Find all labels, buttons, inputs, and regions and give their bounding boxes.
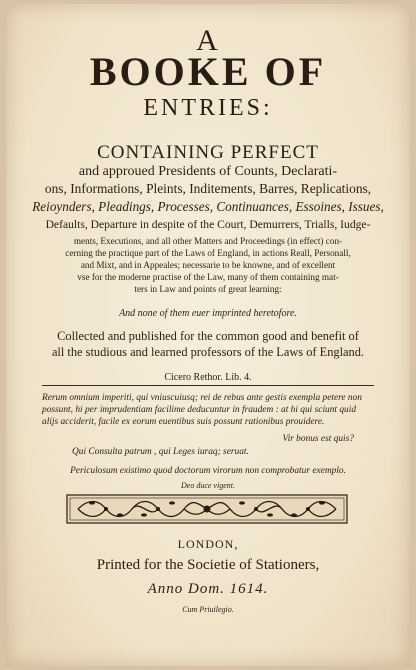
imprint-place: LONDON, [177, 537, 239, 551]
title-line-6: ons, Informations, Pleints, Inditements, Barres, Replications, [44, 181, 372, 196]
latin-quote-line-3: alijs acciderit, facile ex eorum euentibus suis possunt rationibus prouidere. [42, 417, 325, 427]
latin-quote-line-2: possunt, hi per imprudentiam facilime deducuntur in fraudem : at hi qui sciunt quid [42, 405, 357, 415]
collected-line-2: all the studious and learned professors of the Laws of England. [51, 345, 365, 359]
vir-bonus-line: Vir bonus est quis? [282, 434, 354, 444]
deo-duce-line: Deo duce vigent. [181, 481, 235, 490]
imprint-date: Anno Dom. 1614. [147, 581, 269, 597]
periculum-line: Periculosum existimo quod doctorum virorum non comprobatur exemplo. [70, 466, 346, 476]
title-line-booke: BOOKE OF [89, 49, 327, 94]
title-line-8: Defaults, Departure in despite of the Court, Demurrers, Trialls, Iudge- [45, 218, 371, 231]
title-line-a: A [196, 24, 220, 57]
title-line-entries: ENTRIES: [143, 95, 273, 121]
collected-line-1: Collected and published for the common good and benefit of [57, 329, 359, 343]
title-page [6, 4, 410, 666]
title-line-9: ments, Executions, and all other Matters and Proceedings (in effect) con- [73, 236, 343, 246]
latin-quote-line-1: Rerum omnium imperiti, qui vniuscuiusq; rei de rebus ante gestis exempla petere non [42, 393, 362, 403]
imprint-printer: Printed for the Societie of Stationers, [96, 557, 320, 573]
title-line-12: vse for the moderne practise of the Law, many of them containing mat- [77, 272, 339, 282]
divider-rule [42, 385, 374, 386]
subtitle: And none of them euer imprinted heretofore. [119, 308, 297, 319]
title-line-13: ters in Law and points of great learning: [134, 284, 282, 294]
cicero-citation: Cicero Rethor. Lib. 4. [164, 372, 252, 383]
title-line-7: Reioynders, Pleadings, Processes, Continuances, Essoines, Issues, [32, 199, 384, 214]
title-line-11: and Mixt, and in Appeales; necessarie to be knowne, and of excellent [80, 260, 336, 270]
floral-ornament-icon [66, 494, 348, 524]
imprint-privilege: Cum Priuilegio. [182, 605, 234, 614]
title-line-10: cerning the practique part of the Laws of England, in actions Reall, Personall, [65, 248, 351, 258]
title-line-containing: CONTAINING PERFECT [97, 142, 319, 163]
title-line-5: and approued Presidents of Counts, Declarati- [78, 164, 338, 179]
qui-consulta-line: Qui Consulta patrum , qui Leges iuraq; seruat. [72, 447, 249, 457]
